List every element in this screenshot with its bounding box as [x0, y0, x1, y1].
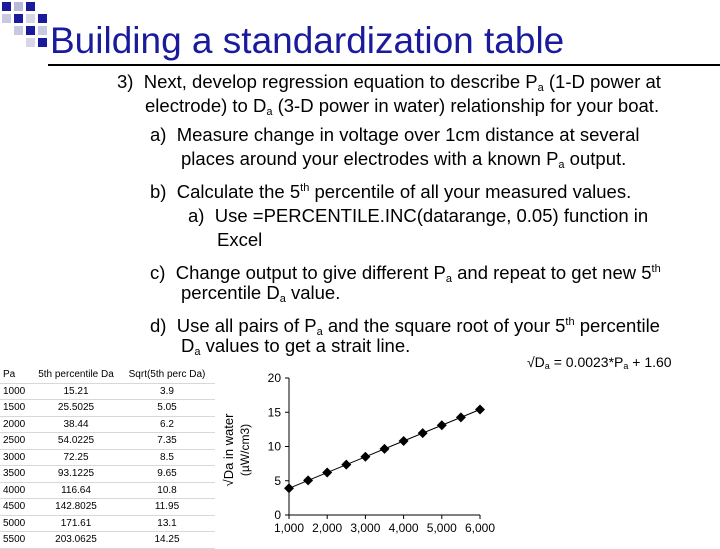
- table-cell: 4500: [0, 499, 33, 516]
- regression-chart: [215, 360, 525, 540]
- data-point: [322, 468, 332, 478]
- x-tick-label: 4,000: [388, 521, 419, 535]
- table-cell: 8.5: [119, 449, 215, 466]
- bullet-number: d): [150, 315, 167, 336]
- bullet-text: Use =PERCENTILE.INC(datarange, 0.05) function in: [214, 205, 649, 226]
- y-axis-label: √Da in water: [221, 413, 236, 487]
- bullet-text: Next, develop regression equation to describe P: [143, 71, 538, 92]
- y-tick-label: 0: [274, 508, 281, 522]
- subscript: a: [544, 361, 550, 371]
- table-cell: 5000: [0, 515, 33, 532]
- y-tick-label: 5: [274, 473, 281, 488]
- table-cell: 13.1: [119, 515, 215, 532]
- table-cell: 203.0625: [33, 532, 119, 549]
- bullet-text: electrode) to D: [145, 95, 267, 116]
- table-row: [0, 482, 215, 499]
- bullet-text: Calculate the 5: [176, 181, 301, 202]
- subscript: a: [316, 326, 323, 338]
- bullet-number: b): [150, 181, 167, 202]
- table-cell: 171.61: [33, 515, 119, 532]
- superscript: th: [300, 182, 310, 194]
- x-tick-label: 5,000: [426, 521, 457, 535]
- table-cell: 116.64: [33, 482, 119, 499]
- y-tick-label: 10: [267, 439, 281, 454]
- subscript: a: [266, 106, 273, 118]
- table-cell: 9.65: [119, 466, 215, 483]
- table-cell: 2000: [0, 416, 33, 433]
- bullet-text: places around your electrodes with a known P: [181, 148, 559, 169]
- y-tick-label: 20: [267, 371, 281, 385]
- regression-equation: [527, 354, 672, 371]
- bullet-3b: [150, 175, 631, 206]
- data-table-body: [0, 367, 215, 548]
- table-row: [0, 515, 215, 532]
- bullet-text: percentile D: [181, 282, 280, 303]
- x-tick-label: 2,000: [312, 521, 343, 535]
- y-axis-label-units: (µW/cm3): [238, 423, 252, 477]
- table-row: [0, 433, 215, 450]
- bullet-text: and the square root of your 5: [322, 315, 566, 336]
- table-cell: 3500: [0, 466, 33, 483]
- table-row: [0, 383, 215, 400]
- subscript: a: [194, 346, 201, 358]
- table-cell: 3000: [0, 449, 33, 466]
- bullet-3b-a-cont: [217, 227, 262, 254]
- table-cell: 5500: [0, 532, 33, 549]
- chart-series: [284, 405, 485, 494]
- table-cell: 3.9: [119, 383, 215, 400]
- bullet-text: value.: [285, 282, 341, 303]
- table-header-row: [0, 367, 215, 383]
- y-tick-label: 15: [267, 405, 281, 420]
- table-row: [0, 416, 215, 433]
- subscript: a: [445, 273, 452, 285]
- subscript: a: [558, 159, 565, 171]
- bullet-text: Change output to give different P: [175, 262, 446, 283]
- bullet-3c-cont: [181, 280, 340, 313]
- data-point: [380, 444, 390, 454]
- table-cell: 1500: [0, 400, 33, 417]
- equation-part: √D: [527, 354, 545, 370]
- bullet-text: percentile: [574, 315, 660, 336]
- table-cell: 72.25: [33, 449, 119, 466]
- table-cell: 1000: [0, 383, 33, 400]
- title-underline: [48, 64, 720, 66]
- bullet-number: 3): [117, 71, 134, 92]
- table-row: [0, 449, 215, 466]
- table-cell: 7.35: [119, 433, 215, 450]
- chart-tick-labels: [268, 371, 496, 535]
- table-cell: 142.8025: [33, 499, 119, 516]
- data-point: [399, 436, 409, 446]
- bullet-number: c): [150, 262, 166, 283]
- table-cell: Pa: [0, 367, 33, 383]
- table-cell: 25.5025: [33, 400, 119, 417]
- data-point: [418, 428, 428, 438]
- bullet-number: a): [150, 124, 167, 145]
- table-cell: 10.8: [119, 482, 215, 499]
- table-cell: 93.1225: [33, 466, 119, 483]
- table-cell: 38.44: [33, 416, 119, 433]
- table-cell: 54.0225: [33, 433, 119, 450]
- subscript: a: [623, 361, 629, 371]
- table-cell: 5th percentile Da: [33, 367, 119, 383]
- data-point: [303, 475, 313, 485]
- x-tick-label: 3,000: [350, 521, 381, 535]
- bullet-3b-a: [188, 203, 648, 230]
- data-point: [360, 452, 370, 462]
- data-point: [341, 460, 351, 470]
- bullet-text: Measure change in voltage over 1cm distance at several: [176, 124, 640, 145]
- bullet-text: Excel: [217, 229, 263, 250]
- data-point: [456, 412, 466, 422]
- bullet-text: values to get a strait line.: [200, 335, 411, 356]
- superscript: th: [565, 316, 575, 328]
- bullet-text: output.: [564, 148, 627, 169]
- bullet-3a-cont: [181, 146, 626, 179]
- table-row: [0, 400, 215, 417]
- equation-part: = 0.0023*P: [549, 354, 624, 370]
- slide-title: Building a standardization table: [50, 20, 565, 61]
- bullet-3a: [150, 122, 640, 149]
- equation-part: + 1.60: [628, 354, 672, 370]
- bullet-text: and repeat to get new 5: [451, 262, 652, 283]
- subscript: a: [279, 293, 286, 305]
- table-cell: 4000: [0, 482, 33, 499]
- table-row: [0, 499, 215, 516]
- superscript: th: [651, 263, 661, 275]
- table-cell: 5.05: [119, 400, 215, 417]
- x-tick-label: 6,000: [464, 521, 496, 535]
- data-point: [284, 483, 294, 493]
- bullet-text: (1-D power at: [543, 71, 661, 92]
- table-cell: 2500: [0, 433, 33, 450]
- table-cell: 15.21: [33, 383, 119, 400]
- x-tick-label: 1,000: [273, 521, 305, 535]
- table-cell: Sqrt(5th perc Da): [119, 367, 215, 383]
- subscript: a: [537, 82, 544, 94]
- bullet-number: a): [188, 205, 205, 226]
- table-cell: 11.95: [119, 499, 215, 516]
- bullet-text: D: [181, 335, 195, 356]
- bullet-text: percentile of all your measured values.: [309, 181, 632, 202]
- table-cell: 6.2: [119, 416, 215, 433]
- table-cell: 14.25: [119, 532, 215, 549]
- data-point: [437, 420, 447, 430]
- bullet-text: (3-D power in water) relationship for your boat.: [272, 95, 660, 116]
- data-point: [475, 405, 485, 415]
- table-row: [0, 466, 215, 483]
- bullet-3-cont: [145, 93, 659, 126]
- bullet-text: Use all pairs of P: [176, 315, 317, 336]
- data-table: [0, 367, 215, 549]
